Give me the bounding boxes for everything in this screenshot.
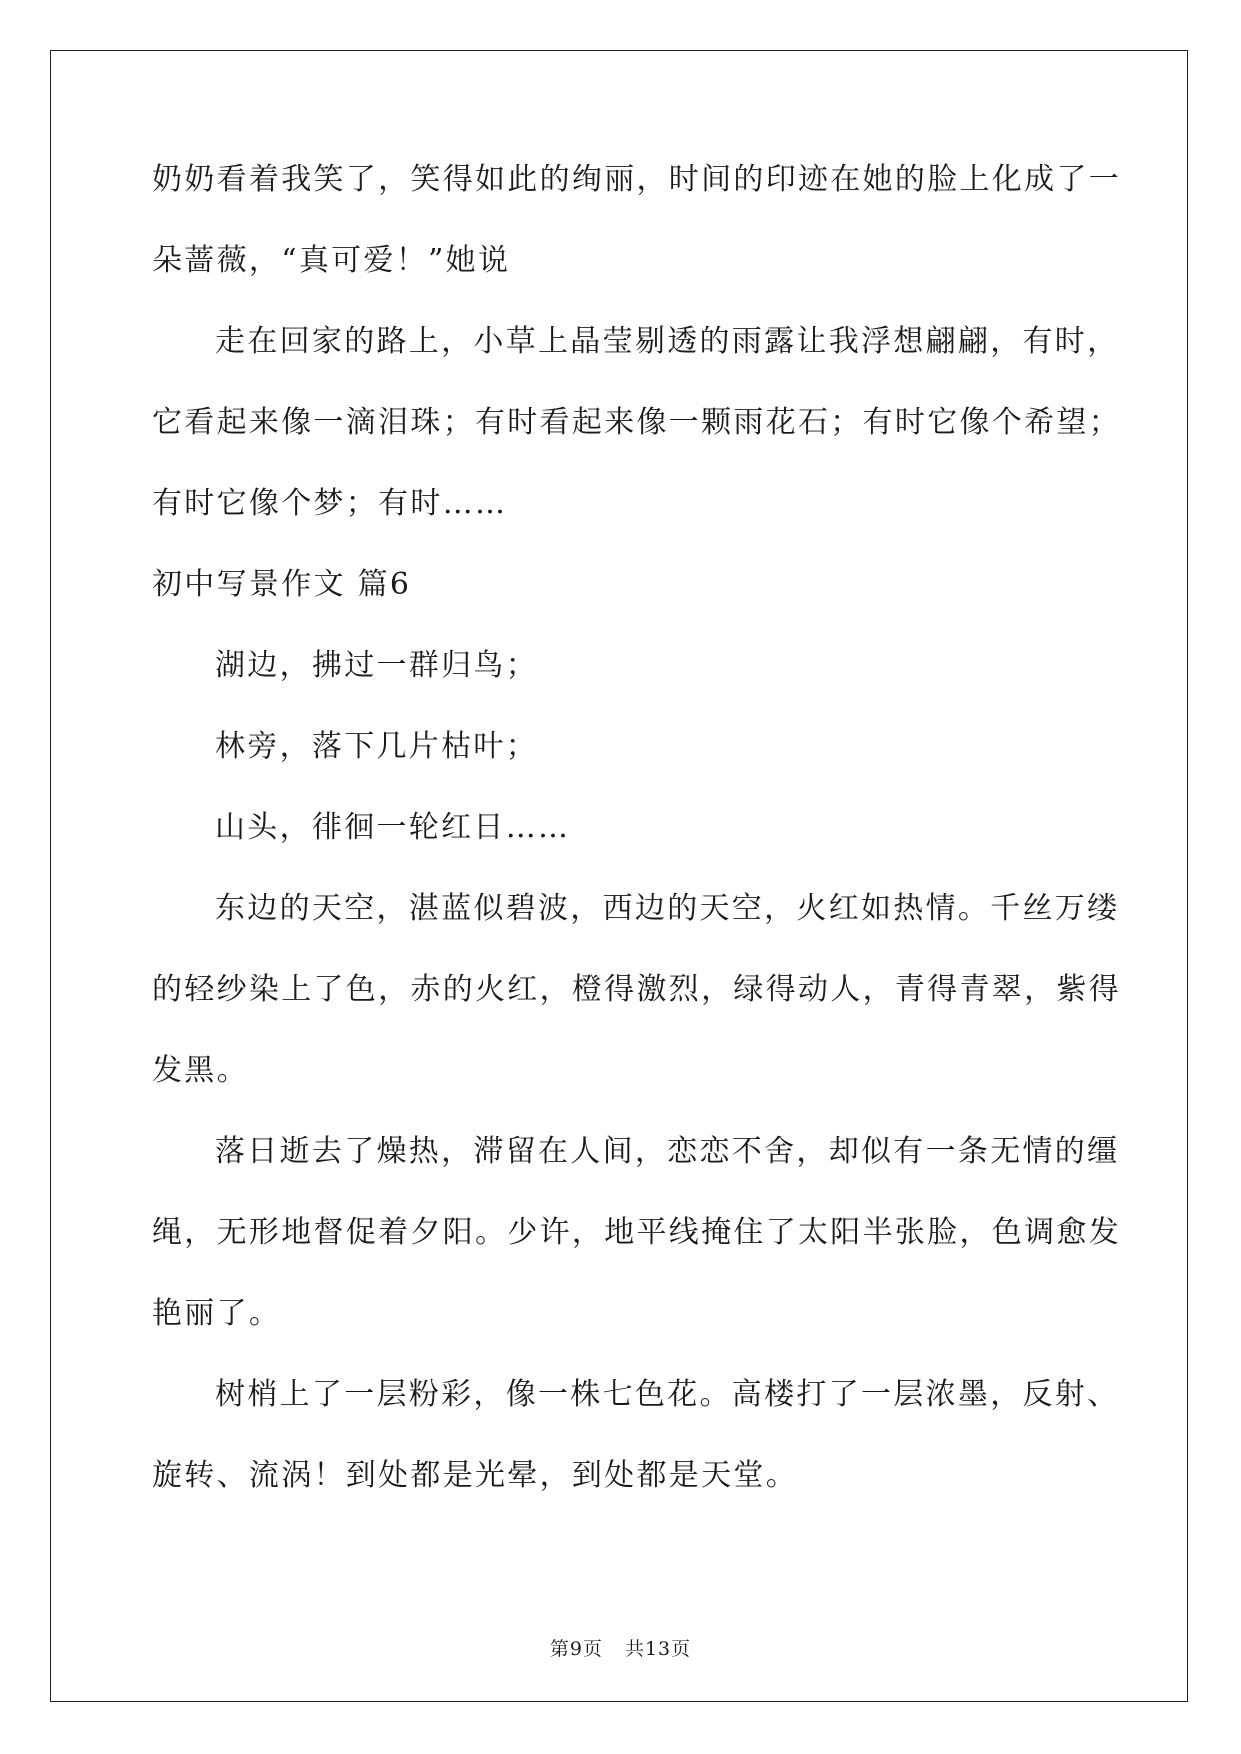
text-line: 的轻纱染上了色，赤的火红，橙得激烈，绿得动人，青得青翠，紫得	[152, 972, 1121, 1007]
document-body	[152, 160, 1121, 1496]
paragraph: 山头，徘徊一轮红日……	[215, 810, 571, 845]
page-footer	[0, 1637, 1241, 1661]
section-heading: 初中写景作文 篇6	[152, 567, 412, 602]
paragraph: 湖边，拂过一群归鸟；	[215, 648, 538, 683]
text-line: 落日逝去了燥热，滞留在人间，恋恋不舍，却似有一条无情的缰	[215, 1134, 1120, 1169]
paragraph	[152, 160, 1121, 281]
text-line: 艳丽了。	[152, 1296, 282, 1331]
page-number-total: 共13页	[624, 1638, 692, 1660]
text-line: 树梢上了一层粉彩，像一株七色花。高楼打了一层浓墨，反射、	[215, 1377, 1120, 1412]
text-line: 走在回家的路上，小草上晶莹剔透的雨露让我浮想翩翩，有时，	[215, 324, 1120, 359]
text-line: 绳，无形地督促着夕阳。少许，地平线掩住了太阳半张脸，色调愈发	[152, 1215, 1121, 1250]
paragraph	[152, 1375, 1120, 1496]
paragraph	[152, 1132, 1121, 1334]
text-line: 发黑。	[152, 1053, 249, 1088]
text-line: 东边的天空，湛蓝似碧波，西边的天空，火红如热情。千丝万缕	[215, 891, 1120, 926]
text-line: 有时它像个梦；有时……	[152, 486, 508, 521]
text-line: 奶奶看着我笑了，笑得如此的绚丽，时间的印迹在她的脸上化成了一	[152, 162, 1121, 197]
paragraph: 林旁，落下几片枯叶；	[215, 729, 538, 764]
paragraph	[152, 322, 1121, 524]
paragraph	[152, 889, 1121, 1091]
text-line: 旋转、流涡！到处都是光晕，到处都是天堂。	[152, 1458, 798, 1493]
text-line: 朵蔷薇，“真可爱！”她说	[152, 243, 511, 278]
page-number-current: 第9页	[549, 1638, 603, 1660]
text-line: 它看起来像一滴泪珠；有时看起来像一颗雨花石；有时它像个希望；	[152, 405, 1121, 440]
